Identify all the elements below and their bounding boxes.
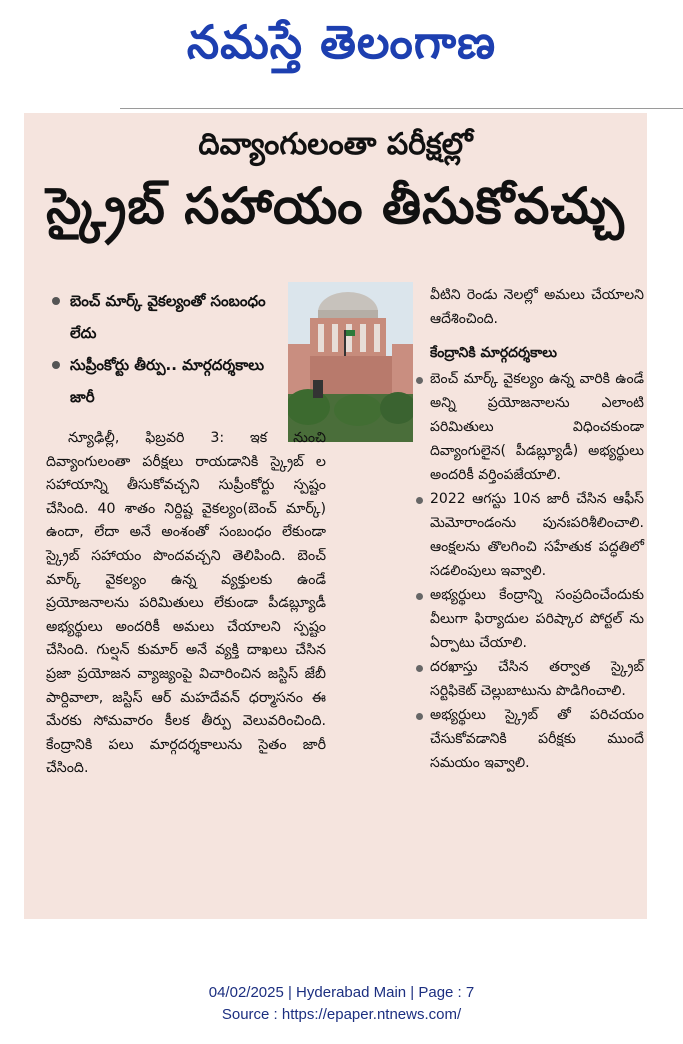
highlight-text: బెంచ్ మార్క్ వైకల్యంతో సంబంధం లేదు [70,292,266,342]
article-kicker: దివ్యాంగులంతా పరీక్షల్లో [198,127,473,162]
guideline-text: అభ్యర్థులు స్క్రైబ్ తో పరిచయం చేసుకోవడానికి పరీక్షకు ముందే సమయం ఇవ్వాలి. [430,707,644,771]
masthead [0,0,683,96]
supreme-court-building-icon [288,282,413,442]
guideline-text: అభ్యర్థులు కేంద్రాన్ని సంప్రదించేందుకు వీలుగా ఫిర్యాదుల పరిష్కార పోర్టల్ ను ఏర్పాటు చేయాలి. [430,587,644,651]
article-headline: స్క్రైబ్ సహాయం తీసుకోవచ్చు [46,177,625,235]
article-right-column [430,283,644,775]
guideline-text: 2022 ఆగస్టు 10న జారీ చేసిన ఆఫీస్ మెమోరాండంను పునఃపరిశీలించాలి. ఆంక్షలను తొలగించి సహేతుక పద్ధతిలో సడలింపులు ఇవ్వాలి. [430,491,644,579]
guideline-text: బెంచ్ మార్క్ వైకల్యం ఉన్న వారికి ఉండే అన్ని ప్రయోజనాలను ఎలాంటి పరిమితులు విధించకుండా దివ్యాంగులైన( పీడబ్ల్యూడీ) అభ్యర్థులు అందరికీ వర్తింపజేయాలి. [430,371,644,483]
highlight-item [50,285,290,349]
bullet-dot-icon [52,361,60,369]
supreme-court-photo [288,282,413,442]
newspaper-logo: నమస్తే తెలంగాణ [186,15,497,69]
edition-info: 04/02/2025 | Hyderabad Main | Page : 7 [208,984,475,1001]
bullet-dot-icon [416,713,423,720]
article-continuation: వీటిని రెండు నెలల్లో అమలు చేయాలని ఆదేశించింది. [430,287,644,327]
highlight-text: సుప్రీంకోర్టు తీర్పు.. మార్గదర్శకాలు జారీ [70,356,265,406]
article-clipping [24,113,647,919]
article-highlights [50,285,290,413]
masthead-divider [120,108,683,109]
guidelines-subheading: కేంద్రానికి మార్గదర్శకాలు [430,345,557,361]
source-link[interactable]: Source : https://epaper.ntnews.com/ [221,1006,462,1023]
guideline-item [430,583,644,655]
guideline-item [430,703,644,775]
article-body: న్యూఢిల్లీ, ఫిబ్రవరి 3: ఇక నుంచి దివ్యాంగులంతా పరీక్షలు రాయడానికి స్క్రైబ్ ల సహాయాన్ని తీసుకోవచ్చని సుప్రీంకోర్టు స్పష్టం చేసింది. 40 శాతం నిర్దిష్ట వైకల్యం(బెంచ్ మార్క్) ఉందా, లేదా అనే అంశంతో సంబంధం లేకుండా స్క్రైబ్ సహాయం పొందవచ్చని తెలిపింది. బెంచ్ మార్క్ వైకల్యం ఉన్న వ్యక్తులకు ఉండే ప్రయోజనాలను పరిమితులు లేకుండా పీడబ్ల్యూడీ అభ్యర్థులు అందరికీ అమలు చేయాలని స్పష్టం చేసింది. గుల్షన్ కుమార్ అనే వ్యక్తి దాఖలు చేసిన ప్రజా ప్రయోజన వ్యాజ్యంపై విచారించిన జస్టిస్ జేబీ పార్దివాలా, జస్టిస్ ఆర్ మహదేవన్ ధర్మాసనం ఈ మేరకు సోమవారం కీలక తీర్పు వెలువరించింది. కేంద్రానికి పలు మార్గదర్శకాలును సైతం జారీ చేసింది. [46,430,326,777]
bullet-dot-icon [416,377,423,384]
guideline-text: దరఖాస్తు చేసిన తర్వాత స్క్రైబ్ సర్టిఫికెట్ చెల్లుబాటును పొడిగించాలి. [430,659,644,699]
guideline-item [430,487,644,583]
bullet-dot-icon [416,593,423,600]
guideline-item [430,655,644,703]
bullet-dot-icon [52,297,60,305]
page-footer [0,982,683,1026]
bullet-dot-icon [416,665,423,672]
bullet-dot-icon [416,497,423,504]
highlight-item [50,349,290,413]
guideline-item [430,367,644,487]
